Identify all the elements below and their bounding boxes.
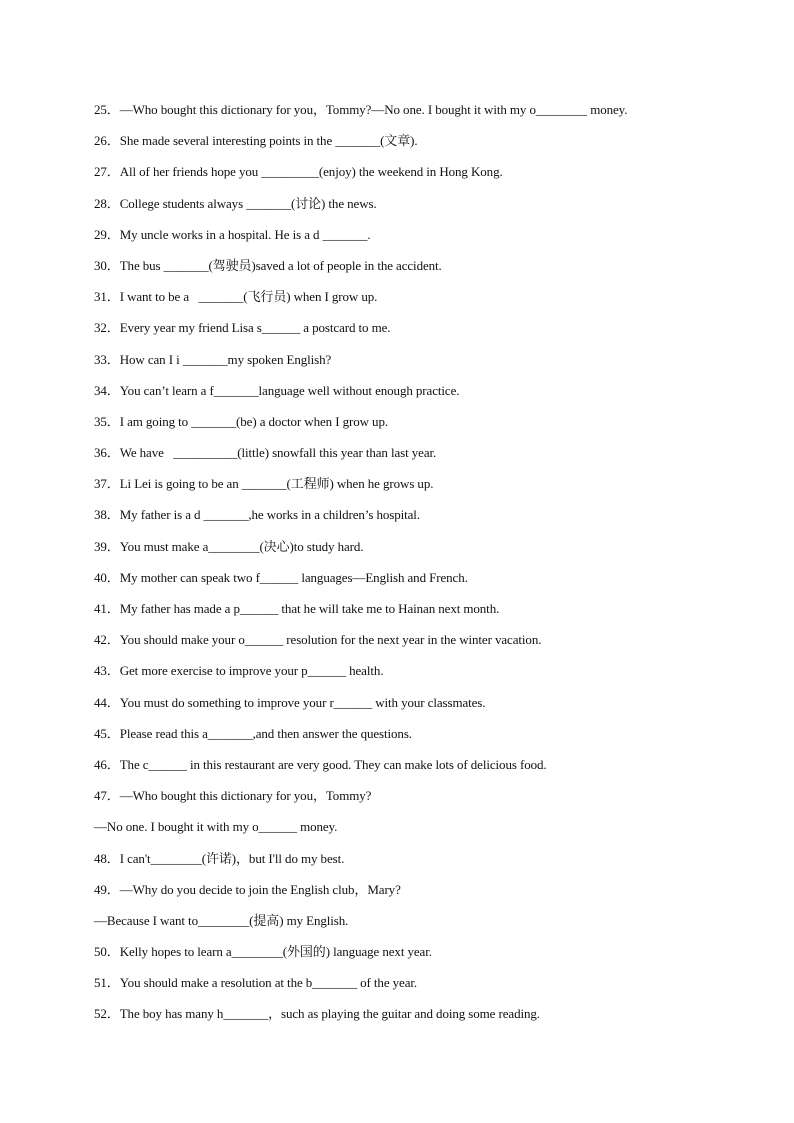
question-line-43: 43．Get more exercise to improve your p______ health. [94, 663, 384, 679]
question-line-45: 45．Please read this a_______,and then answer the questions. [94, 725, 412, 741]
question-line-30: 30．The bus _______(驾驶员)saved a lot of people in the accident. [94, 257, 442, 273]
question-line-49: 49．—Why do you decide to join the English club，Mary? [94, 881, 401, 897]
question-line-41: 41．My father has made a p______ that he will take me to Hainan next month. [94, 601, 500, 616]
question-line-47: 47．—Who bought this dictionary for you，Tommy? [94, 788, 372, 804]
question-line-39: 39．You must make a________(决心)to study hard. [94, 538, 364, 554]
question-line-49-answer: —Because I want to________(提高) my English. [94, 912, 349, 928]
question-line-36: 36．We have __________(little) snowfall this year than last year. [94, 445, 437, 461]
question-line-25: 25．—Who bought this dictionary for you，Tommy?—No one. I bought it with my o________ money. [94, 102, 628, 117]
question-line-27: 27．All of her friends hope you _________(enjoy) the weekend in Hong Kong. [94, 164, 503, 180]
question-line-47-answer: —No one. I bought it with my o______ money. [94, 819, 338, 835]
question-line-28: 28．College students always _______(讨论) the news. [94, 195, 377, 211]
question-line-33: 33．How can I i _______my spoken English? [94, 351, 332, 367]
question-line-46: 46．The c______ in this restaurant are very good. They can make lots of delicious food. [94, 756, 547, 772]
question-line-31: 31．I want to be a _______(飞行员) when I grow up. [94, 289, 378, 305]
question-line-40: 40．My mother can speak two f______ languages—English and French. [94, 569, 468, 585]
question-line-37: 37．Li Lei is going to be an _______(工程师) when he grows up. [94, 476, 434, 492]
question-line-52: 52．The boy has many h_______，such as playing the guitar and doing some reading. [94, 1006, 540, 1022]
question-line-50: 50．Kelly hopes to learn a________(外国的) language next year. [94, 944, 432, 960]
question-line-38: 38．My father is a d _______,he works in a children’s hospital. [94, 507, 420, 523]
question-line-35: 35．I am going to _______(be) a doctor when I grow up. [94, 413, 388, 429]
question-line-42: 42．You should make your o______ resolution for the next year in the winter vacation. [94, 632, 542, 648]
question-line-44: 44．You must do something to improve your r______ with your classmates. [94, 694, 486, 710]
question-list [94, 99, 774, 1035]
question-line-32: 32．Every year my friend Lisa s______ a postcard to me. [94, 320, 391, 336]
question-line-29: 29．My uncle works in a hospital. He is a d _______. [94, 226, 371, 242]
question-line-26: 26．She made several interesting points in the _______(文章). [94, 133, 418, 149]
question-line-34: 34．You can’t learn a f_______language well without enough practice. [94, 382, 460, 398]
question-line-51: 51．You should make a resolution at the b_______ of the year. [94, 975, 418, 991]
question-line-48: 48．I can't________(许诺)，but I'll do my best. [94, 850, 345, 866]
